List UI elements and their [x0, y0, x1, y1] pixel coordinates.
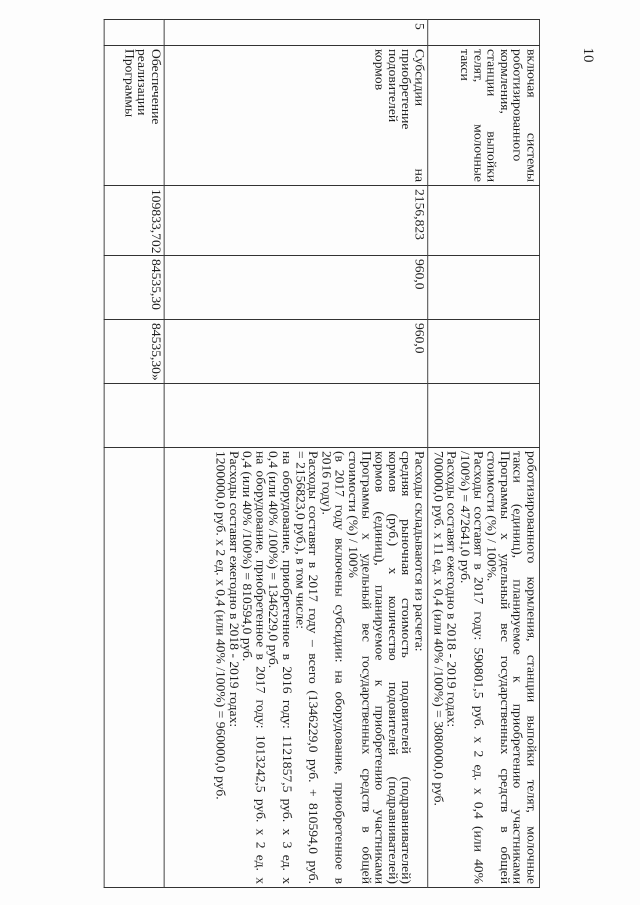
text-line: стоимости (%) / 100% [346, 451, 361, 578]
empty-cell [164, 384, 428, 448]
text-line: реализации [135, 49, 150, 116]
table-row [104, 20, 164, 888]
value-cell-2019 [164, 320, 428, 384]
text-line: 0,4 (или 40% /100%) = 810594,0 руб. [240, 451, 254, 662]
program-costs-table [104, 19, 540, 888]
cell-value: 84535,30» [149, 323, 163, 381]
text-line: Расходы составят ежегодно в 2018 - 2019 годах: [227, 451, 241, 728]
measure-name-cell [164, 46, 428, 186]
cell-value: 960,0 [412, 323, 427, 354]
text-line: (в 2017 году включены субсидии: на оборудование, приобретенное в [333, 451, 347, 884]
table-row [428, 20, 540, 888]
value-cell-2017 [428, 186, 540, 256]
table-row [164, 20, 428, 888]
text-line: на оборудование, приобретенное в 2017 году: 1013242,5 руб. х 2 ед. х [253, 451, 268, 884]
text-line: средняя рыночная стоимость подовителей (подравнивателей) [399, 451, 414, 884]
text-line: кормления, [498, 49, 512, 114]
text-line: стоимости (%) / 100%. [484, 451, 499, 582]
calculation-cell [428, 448, 540, 888]
cell-value: 109833,702 [149, 189, 163, 254]
text-line: роботизированного [511, 49, 525, 162]
text-line: кормов (единиц), планируемое к приобретению участниками [372, 451, 387, 884]
value-cell-2017 [164, 186, 428, 256]
cell-value: 5 [412, 23, 427, 30]
value-cell-2018 [164, 256, 428, 320]
text-line: кормов (руб.) х количество подовителей (подравнивателей) [386, 451, 400, 884]
text-line: телят, молочные [471, 49, 486, 182]
text-line: кормов [372, 49, 387, 91]
text-line: /100%) = 472641,0 руб. [458, 451, 472, 584]
text-line: включая системы [524, 49, 539, 182]
rotated-table-container [73, 19, 540, 887]
text-line: роботизированного кормления, станции выпойки телят, молочные [524, 451, 539, 884]
row-number-cell [104, 20, 164, 46]
text-line: Программы [122, 49, 137, 118]
text-line: 0,4 (или 40% /100%) = 1346229,0 руб. [266, 451, 281, 669]
text-line: Расходы составят в 2017 году – всего (1346229,0 руб. + 810594,0 руб. [306, 451, 321, 884]
text-line: подовителей [386, 49, 400, 123]
value-cell-2017 [104, 186, 164, 256]
text-line: Обеспечение [149, 49, 163, 125]
calculation-cell [164, 448, 428, 888]
empty-cell [104, 384, 164, 448]
value-cell-2018 [428, 256, 540, 320]
text-line: = 2156823,0 руб.), в том числе: [293, 451, 307, 629]
cell-value: 84535,30 [149, 259, 163, 310]
text-line: такси [458, 49, 472, 81]
text-line: на оборудование, приобретенное в 2016 году: 1121857,5 руб. х 3 ед. х [280, 451, 294, 884]
text-line: Расходы складываются из расчета: [412, 451, 427, 652]
value-cell-2019 [428, 320, 540, 384]
text-line: Расходы составят ежегодно в 2018 - 2019 годах: [444, 451, 459, 728]
cell-value: 960,0 [412, 259, 427, 290]
calculation-cell [104, 448, 164, 888]
text-line: Программы х удельный вес государственных средств в общей [498, 451, 512, 884]
row-number-cell [164, 20, 428, 46]
text-line: станции выпойки [484, 49, 499, 182]
row-number-cell [428, 20, 540, 46]
measure-name-cell [428, 46, 540, 186]
page-number: 10 [580, 47, 596, 63]
text-line: такси (единиц), планируемое к приобретению участниками [511, 451, 525, 884]
empty-cell [428, 384, 540, 448]
text-line: приобретение [399, 49, 414, 130]
value-cell-2019 [104, 320, 164, 384]
measure-name-cell [104, 46, 164, 186]
text-line: Расходы составят в 2017 году: 590801,5 руб. х 2 ед. х 0,4 (или 40% [471, 451, 486, 884]
cell-value: 2156,823 [412, 189, 427, 240]
value-cell-2018 [104, 256, 164, 320]
text-line: 700000,0 руб. х 11 ед. х 0,4 (или 40% /100%) = 3080000,0 руб. [431, 451, 446, 806]
text-line: 1200000,0 руб. х 2 ед. х 0,4 (или 40% /100%) = 960000,0 руб. [213, 451, 228, 800]
text-line: 2016 году). [319, 451, 334, 515]
text-line: Субсидии на [412, 49, 427, 182]
text-line: Программы х удельный вес государственных средств в общей [359, 451, 374, 884]
